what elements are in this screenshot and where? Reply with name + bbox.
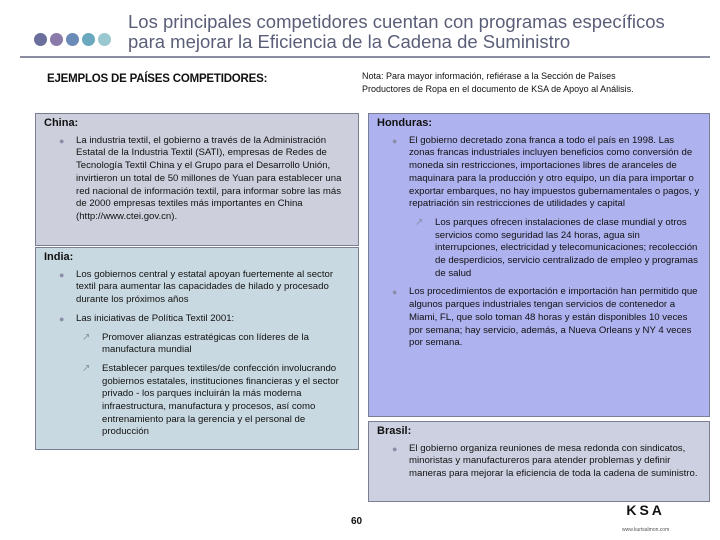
list-item	[44, 135, 350, 224]
china-panel	[35, 113, 359, 246]
india-heading: India:	[44, 251, 74, 263]
item-text: El gobierno decretado zona franca a todo el país en 1998. Las zonas francas industriales incluyen beneficios como conversión de moneda sin restricciones, importaciones libres de aranceles de maquinara para la producción y otro equipo, un día para importar o exportar embarques, no hay impuestos gubernamentales o pagos, y repatriación sin restricciones de utilidades y capital	[409, 134, 700, 210]
page-title	[128, 12, 665, 52]
list-item	[377, 135, 701, 211]
sub-list-item	[44, 332, 350, 357]
bullet-icon: ●	[392, 443, 398, 454]
arrow-icon: ↗	[82, 362, 91, 374]
page-number: 60	[351, 516, 363, 527]
item-text: La industria textil, el gobierno a través de la Administración Estatal de la Industria Textil (SATI), empresas de Redes de Tecnología Textil China y el Grupo para el Desarrollo Unión, invirtieron un total de 50 millones de Yuan para establecer una red nacional de información textil, para informar sobre las más de 2000 empresas textiles más importantes en China (http://www.ctei.gov.cn).	[76, 134, 342, 222]
arrow-icon: ↗	[82, 331, 91, 343]
list-item	[377, 443, 701, 481]
dot-icon	[98, 33, 111, 46]
bullet-icon: ●	[59, 313, 65, 324]
list-item	[44, 313, 350, 326]
brasil-heading: Brasil:	[377, 425, 412, 437]
item-text: Promover alianzas estratégicas con líderes de la manufactura mundial	[102, 331, 309, 356]
note-line-1: Nota: Para mayor información, refiérase a la Sección de Países	[362, 71, 616, 81]
item-text: Los gobiernos central y estatal apoyan fuertemente al sector textil para aumentar las capacidades de hilado y procesado durante los próximos años	[76, 268, 334, 306]
note-line-2: Productores de Ropa en el documento de KSA de Apoyo al Análisis.	[362, 84, 634, 94]
item-text: Establecer parques textiles/de confección involucrando gobiernos estatales, instituciones financieras y el sector privado - los parques incluirán la más moderna infraestructura, manufactura y procesos, así como entrenamiento para la gerencia y el personal de producción	[102, 362, 339, 438]
title-line-2: para mejorar la Eficiencia de la Cadena de Suministro	[128, 31, 571, 52]
honduras-panel	[368, 113, 710, 417]
note	[362, 70, 692, 96]
bullet-icon: ●	[392, 135, 398, 146]
title-line-1: Los principales competidores cuentan con programas específicos	[128, 11, 665, 32]
bullet-icon: ●	[59, 269, 65, 280]
logo-text: KSA	[626, 502, 665, 518]
item-text: El gobierno organiza reuniones de mesa redonda con sindicatos, minoristas y manufactureros para atender problemas y definir maneras para mejorar la eficiencia de toda la cadena de suministro.	[409, 442, 698, 480]
bullet-icon: ●	[59, 135, 65, 146]
list-item	[377, 286, 701, 350]
item-text: Los procedimientos de exportación e importación han permitido que algunos parques industriales tengan servicios de contenedor a Miami, FL, que solo toman 48 horas y están disponibles 10 veces por semana; hay servicio, además, a Nueva Orleans y NY 4 veces por semana.	[409, 286, 698, 349]
brasil-panel	[368, 421, 710, 502]
dot-icon	[50, 33, 63, 46]
sub-list-item	[377, 217, 701, 281]
section-subtitle: EJEMPLOS DE PAÍSES COMPETIDORES:	[47, 73, 268, 85]
dot-icon	[66, 33, 79, 46]
list-item	[44, 269, 350, 307]
arrow-icon: ↗	[415, 216, 424, 228]
dot-icon	[34, 33, 47, 46]
china-heading: China:	[44, 117, 79, 129]
honduras-heading: Honduras:	[377, 117, 432, 129]
sub-list-item	[44, 363, 350, 439]
logo-url: www.kurtsalmon.com	[622, 527, 670, 533]
item-text: Las iniciativas de Política Textil 2001:	[76, 312, 235, 324]
dot-icon	[82, 33, 95, 46]
ksa-logo	[622, 502, 669, 536]
title-divider	[20, 56, 710, 58]
decorative-dots	[34, 33, 111, 46]
india-panel	[35, 247, 359, 450]
bullet-icon: ●	[392, 287, 398, 298]
item-text: Los parques ofrecen instalaciones de clase mundial y otros servicios como seguridad las 24 horas, agua sin interrupciones, electricidad y telecomunicaciones; recolección de desperdicios, servicio centralizado de empleo y programas de salud	[435, 216, 698, 279]
